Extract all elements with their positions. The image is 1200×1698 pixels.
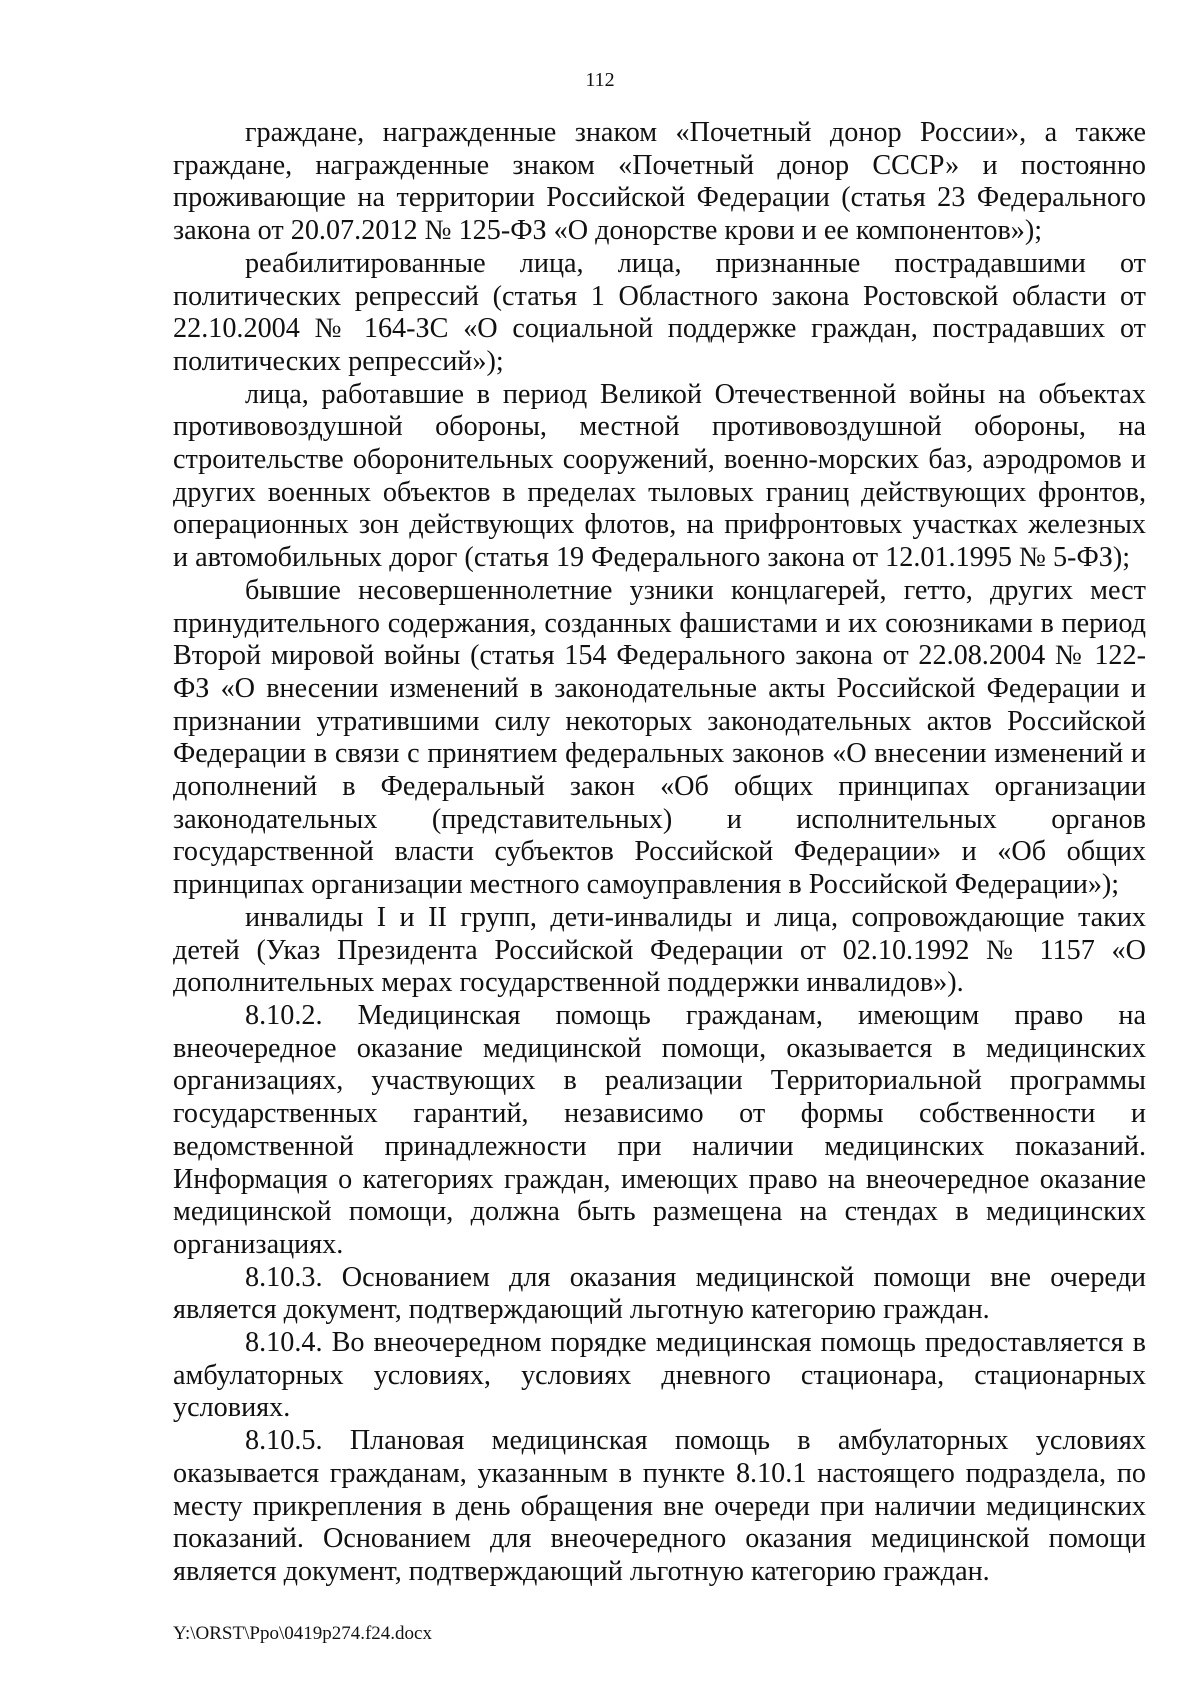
paragraph-disabled-persons: инвалиды I и II групп, дети-инвалиды и лица, сопровождающие таких детей (Указ Президента Российской Федерации от 02.10.1992 № 1157 «О дополнительных мерах государственной поддержки инвалидов»).	[173, 901, 1146, 999]
page-number: 112	[585, 69, 615, 91]
paragraph-rehabilitated-persons: реабилитированные лица, лица, признанные пострадавшими от политических репрессий (статья 1 Областного закона Ростовской области от 22.10.2004 № 164-ЗС «О социальной поддержке граждан, пострадавших от политических репрессий»);	[173, 247, 1146, 377]
paragraph-wartime-air-defense-workers: лица, работавшие в период Великой Отечественной войны на объектах противовоздушной обороны, местной противовоздушной обороны, на строительстве оборонительных сооружений, военно-морских баз, аэродромов и других военных объектов в пределах тыловых границ действующих фронтов, операционных зон действующих флотов, на прифронтовых участках железных и автомобильных дорог (статья 19 Федерального закона от 12.01.1995 № 5-ФЗ);	[173, 378, 1146, 574]
paragraph-8-10-3: 8.10.3. Основанием для оказания медицинской помощи вне очереди является документ, подтверждающий льготную категорию граждан.	[173, 1261, 1146, 1326]
paragraph-former-minor-prisoners: бывшие несовершеннолетние узники концлагерей, гетто, других мест принудительного содержания, созданных фашистами и их союзниками в период Второй мировой войны (статья 154 Федерального закона от 22.08.2004 № 122-ФЗ «О внесении изменений в законодательные акты Российской Федерации и признании утратившими силу некоторых законодательных актов Российской Федерации в связи с принятием федеральных законов «О внесении изменений и дополнений в Федеральный закон «Об общих принципах организации законодательных (представительных) и исполнительных органов государственной власти субъектов Российской Федерации» и «Об общих принципах организации местного самоуправления в Российской Федерации»);	[173, 574, 1146, 901]
paragraph-8-10-5: 8.10.5. Плановая медицинская помощь в амбулаторных условиях оказывается гражданам, указанным в пункте 8.10.1 настоящего подраздела, по месту прикрепления в день обращения вне очереди при наличии медицинских показаний. Основанием для внеочередного оказания медицинской помощи является документ, подтверждающий льготную категорию граждан.	[173, 1425, 1146, 1587]
document-body	[173, 117, 1146, 1589]
paragraph-honorary-donors: граждане, награжденные знаком «Почетный донор России», а также граждане, награжденные знаком «Почетный донор СССР» и постоянно проживающие на территории Российской Федерации (статья 23 Федерального закона от 20.07.2012 № 125-ФЗ «О донорстве крови и ее компонентов»);	[173, 117, 1146, 247]
paragraph-8-10-2: 8.10.2. Медицинская помощь гражданам, имеющим право на внеочередное оказание медицинской помощи, оказывается в медицинских организациях, участвующих в реализации Территориальной программы государственных гарантий, независимо от формы собственности и ведомственной принадлежности при наличии медицинских показаний. Информация о категориях граждан, имеющих право на внеочередное оказание медицинской помощи, должна быть размещена на стендах в медицинских организациях.	[173, 999, 1146, 1260]
footer-file-path: Y:\ORST\Ppo\0419p274.f24.docx	[173, 1623, 432, 1644]
paragraph-8-10-4: 8.10.4. Во внеочередном порядке медицинская помощь предоставляется в амбулаторных условиях, условиях дневного стационара, стационарных условиях.	[173, 1327, 1146, 1424]
